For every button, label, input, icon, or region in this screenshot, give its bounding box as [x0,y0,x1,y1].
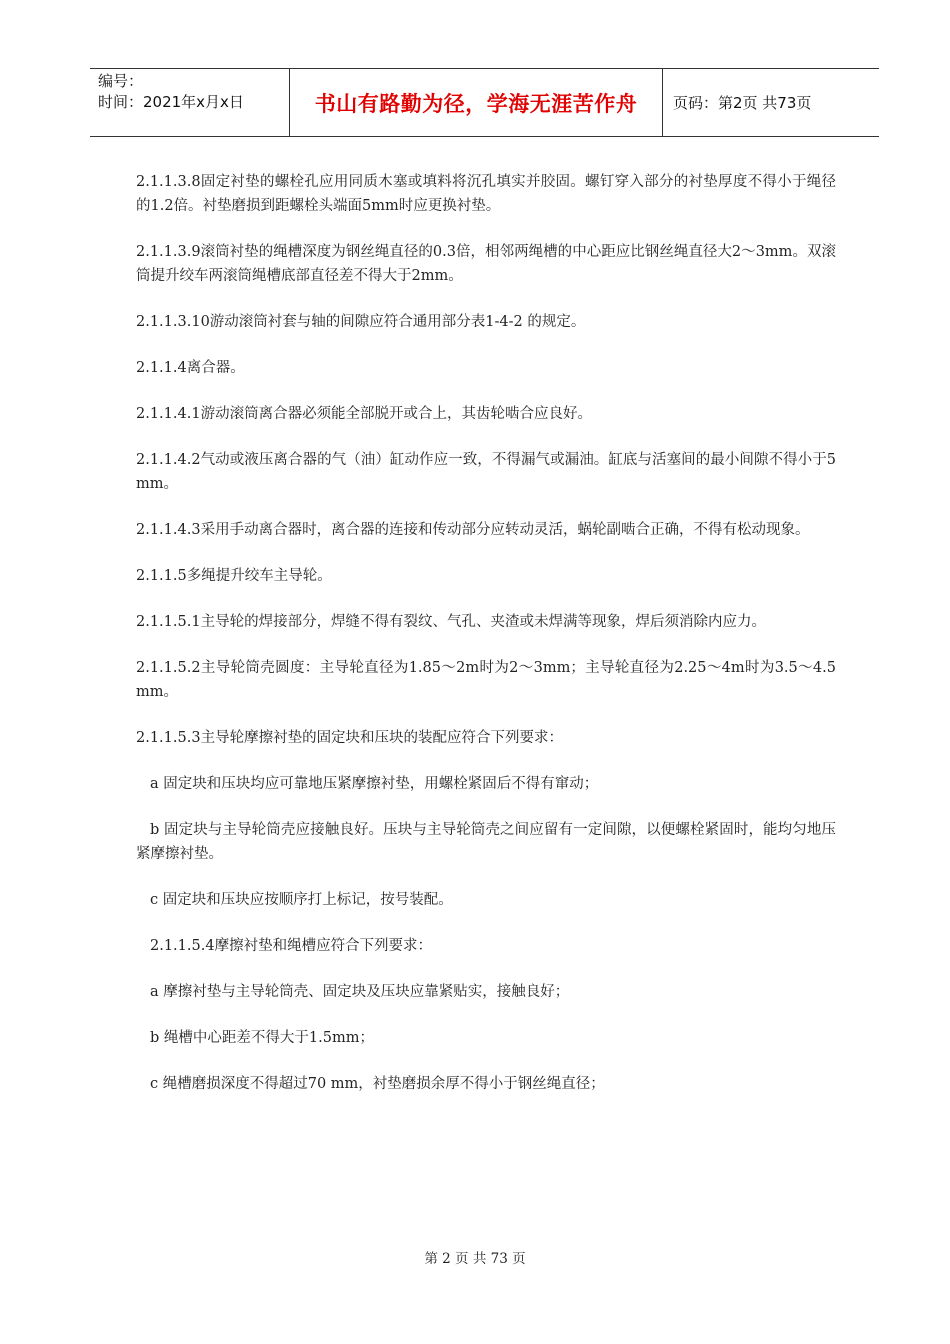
header-meta [90,69,290,136]
document-time-label: 时间：2021年x月x日 [98,93,244,111]
paragraph: 2.1.1.5多绳提升绞车主导轮。 [136,568,332,584]
list-item: c 绳槽磨损深度不得超过70 mm，衬垫磨损余厚不得小于钢丝绳直径； [150,1076,605,1092]
paragraph: 2.1.1.5.2主导轮筒壳圆度：主导轮直径为1.85～2m时为2～3mm；主导轮直径为2.25～4m时为3.5～4.5mm。 [136,660,836,700]
paragraph: 2.1.1.5.1主导轮的焊接部分，焊缝不得有裂纹、气孔、夹渣或未焊满等现象，焊后须消除内应力。 [136,614,767,630]
list-item: a 固定块和压块均应可靠地压紧摩擦衬垫，用螺栓紧固后不得有窜动； [150,776,599,792]
paragraph: 2.1.1.5.3主导轮摩擦衬垫的固定块和压块的装配应符合下列要求： [136,730,564,746]
paragraph: 2.1.1.5.4摩擦衬垫和绳槽应符合下列要求： [150,938,433,954]
list-item: a 摩擦衬垫与主导轮筒壳、固定块及压块应靠紧贴实，接触良好； [150,984,570,1000]
paragraph: 2.1.1.3.9滚筒衬垫的绳槽深度为钢丝绳直径的0.3倍，相邻两绳槽的中心距应比钢丝绳直径大2～3mm。双滚筒提升绞车两滚筒绳槽底部直径差不得大于2mm。 [136,244,836,284]
header-page-info: 页码：第2页 共73页 [673,94,812,112]
list-item: c 固定块和压块应按顺序打上标记，按号装配。 [150,892,453,908]
document-body [136,170,836,1118]
paragraph: 2.1.1.4.3采用手动离合器时，离合器的连接和传动部分应转动灵活，蜗轮副啮合正确，不得有松动现象。 [136,522,810,538]
footer-page-number: 第 2 页 共 73 页 [424,1251,526,1267]
list-item: b 绳槽中心距差不得大于1.5mm； [150,1030,374,1046]
paragraph: 2.1.1.4.2气动或液压离合器的气（油）缸动作应一致，不得漏气或漏油。缸底与活塞间的最小间隙不得小于5mm。 [136,452,836,492]
paragraph: 2.1.1.3.10游动滚筒衬套与轴的间隙应符合通用部分表1-4-2 的规定。 [136,314,586,330]
page-header [90,68,879,137]
header-motto: 书山有路勤为径，学海无涯苦作舟 [290,69,663,136]
document-number-label: 编号： [98,72,144,90]
list-item: b 固定块与主导轮筒壳应接触良好。压块与主导轮筒壳之间应留有一定间隙，以便螺栓紧固时，能均匀地压紧摩擦衬垫。 [136,822,836,862]
paragraph: 2.1.1.3.8固定衬垫的螺栓孔应用同质木塞或填料将沉孔填实并胶固。螺钉穿入部分的衬垫厚度不得小于绳径的1.2倍。衬垫磨损到距螺栓头端面5mm时应更换衬垫。 [136,174,836,214]
paragraph: 2.1.1.4.1游动滚筒离合器必须能全部脱开或合上，其齿轮啮合应良好。 [136,406,593,422]
paragraph: 2.1.1.4离合器。 [136,360,245,376]
page-footer [0,1247,950,1267]
